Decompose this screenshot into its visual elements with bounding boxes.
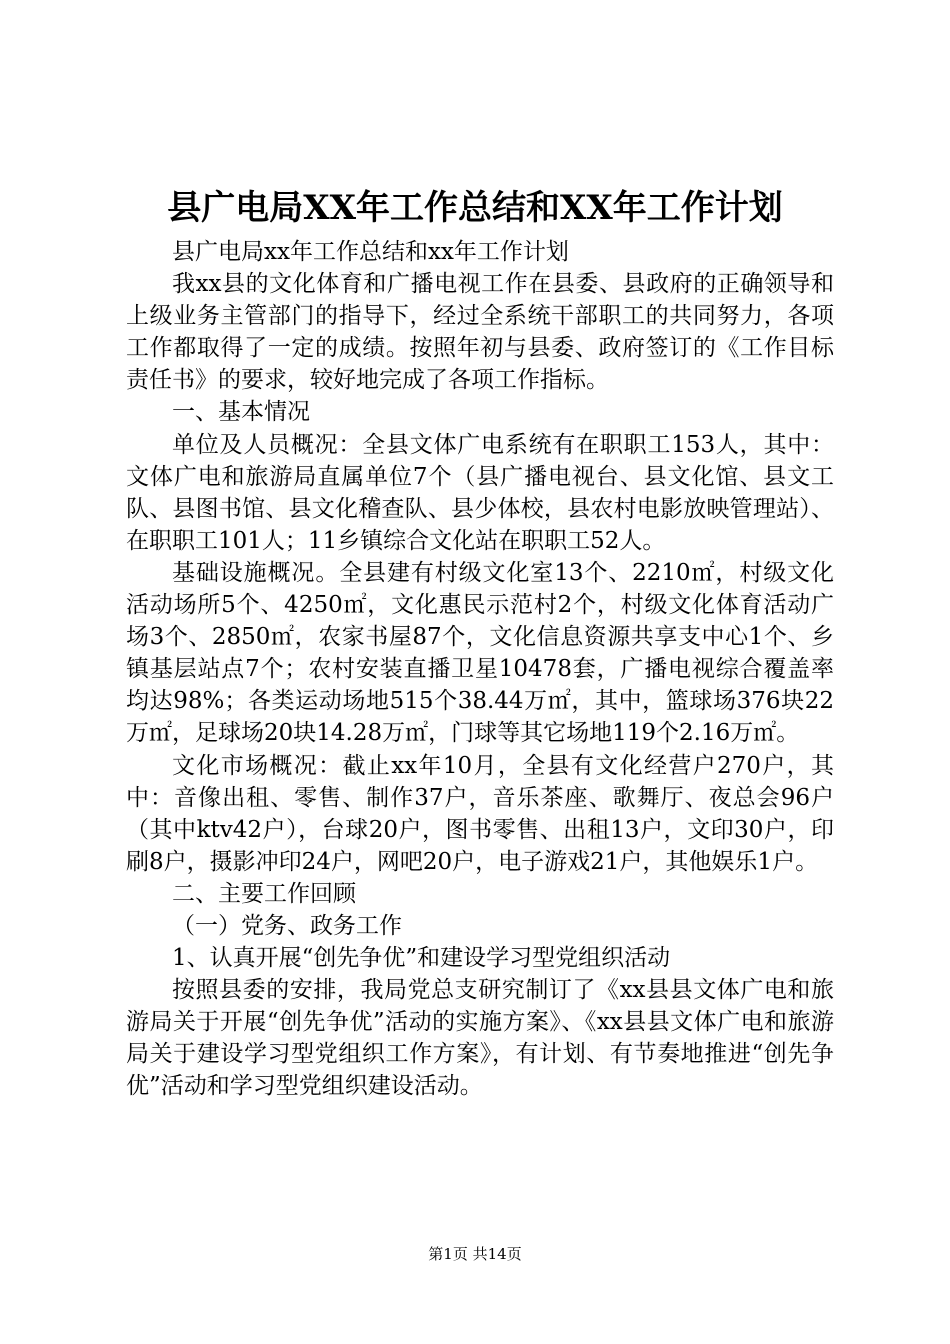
page-number-footer: 第1页 共14页 (428, 1245, 522, 1263)
staff-overview-paragraph: 单位及人员概况：全县文体广电系统有在职职工153人，其中：文体广电和旅游局直属单位7个（县广播电视台、县文化馆、县文工队、县图书馆、县文化稽查队、县少体校，县农村电影放映管理站）、在职职工101人；11乡镇综合文化站在职职工52人。 (126, 431, 834, 554)
section-heading-basic: 一、基本情况 (172, 399, 310, 426)
infrastructure-paragraph: 基础设施概况。全县建有村级文化室13个、2210㎡，村级文化活动场所5个、4250㎡，文化惠民示范村2个，村级文化体育活动广场3个、2850㎡，农家书屋87个，文化信息资源共享支中心1个、乡镇基层站点7个；农村安装直播卫星10478套，广播电视综合覆盖率均达98%；各类运动场地515个38.44万㎡，其中，篮球场376块22万㎡，足球场20块14.28万㎡，门球等其它场地119个2.16万㎡。 (126, 559, 834, 747)
document-body (126, 236, 834, 1103)
item-heading-1: 1、认真开展“创先争优”和建设学习型党组织活动 (172, 945, 671, 972)
culture-market-paragraph: 文化市场概况：截止xx年10月，全县有文化经营户270户，其中：音像出租、零售、制作37户，音乐茶座、歌舞厅、夜总会96户（其中ktv42户），台球20户，图书零售、出租13户，文印30户，印刷8户，摄影冲印24户，网吧20户，电子游戏21户，其他娱乐1户。 (126, 752, 834, 875)
section-heading-review: 二、主要工作回顾 (172, 880, 356, 907)
party-activity-paragraph: 按照县委的安排，我局党总支研究制订了《xx县县文体广电和旅游局关于开展“创先争优”活动的实施方案》、《xx县县文体广电和旅游局关于建设学习型党组织工作方案》，有计划、有节奏地推进“创先争优”活动和学习型党组织建设活动。 (126, 977, 834, 1100)
subtitle-paragraph: 县广电局xx年工作总结和xx年工作计划 (172, 239, 569, 265)
document-title: 县广电局XX年工作总结和XX年工作计划 (167, 188, 783, 228)
subsection-heading-party: （一）党务、政务工作 (172, 912, 402, 939)
intro-paragraph: 我xx县的文化体育和广播电视工作在县委、县政府的正确领导和上级业务主管部门的指导下，经过全系统干部职工的共同努力，各项工作都取得了一定的成绩。按照年初与县委、政府签订的《工作目标责任书》的要求，较好地完成了各项工作指标。 (126, 271, 834, 394)
